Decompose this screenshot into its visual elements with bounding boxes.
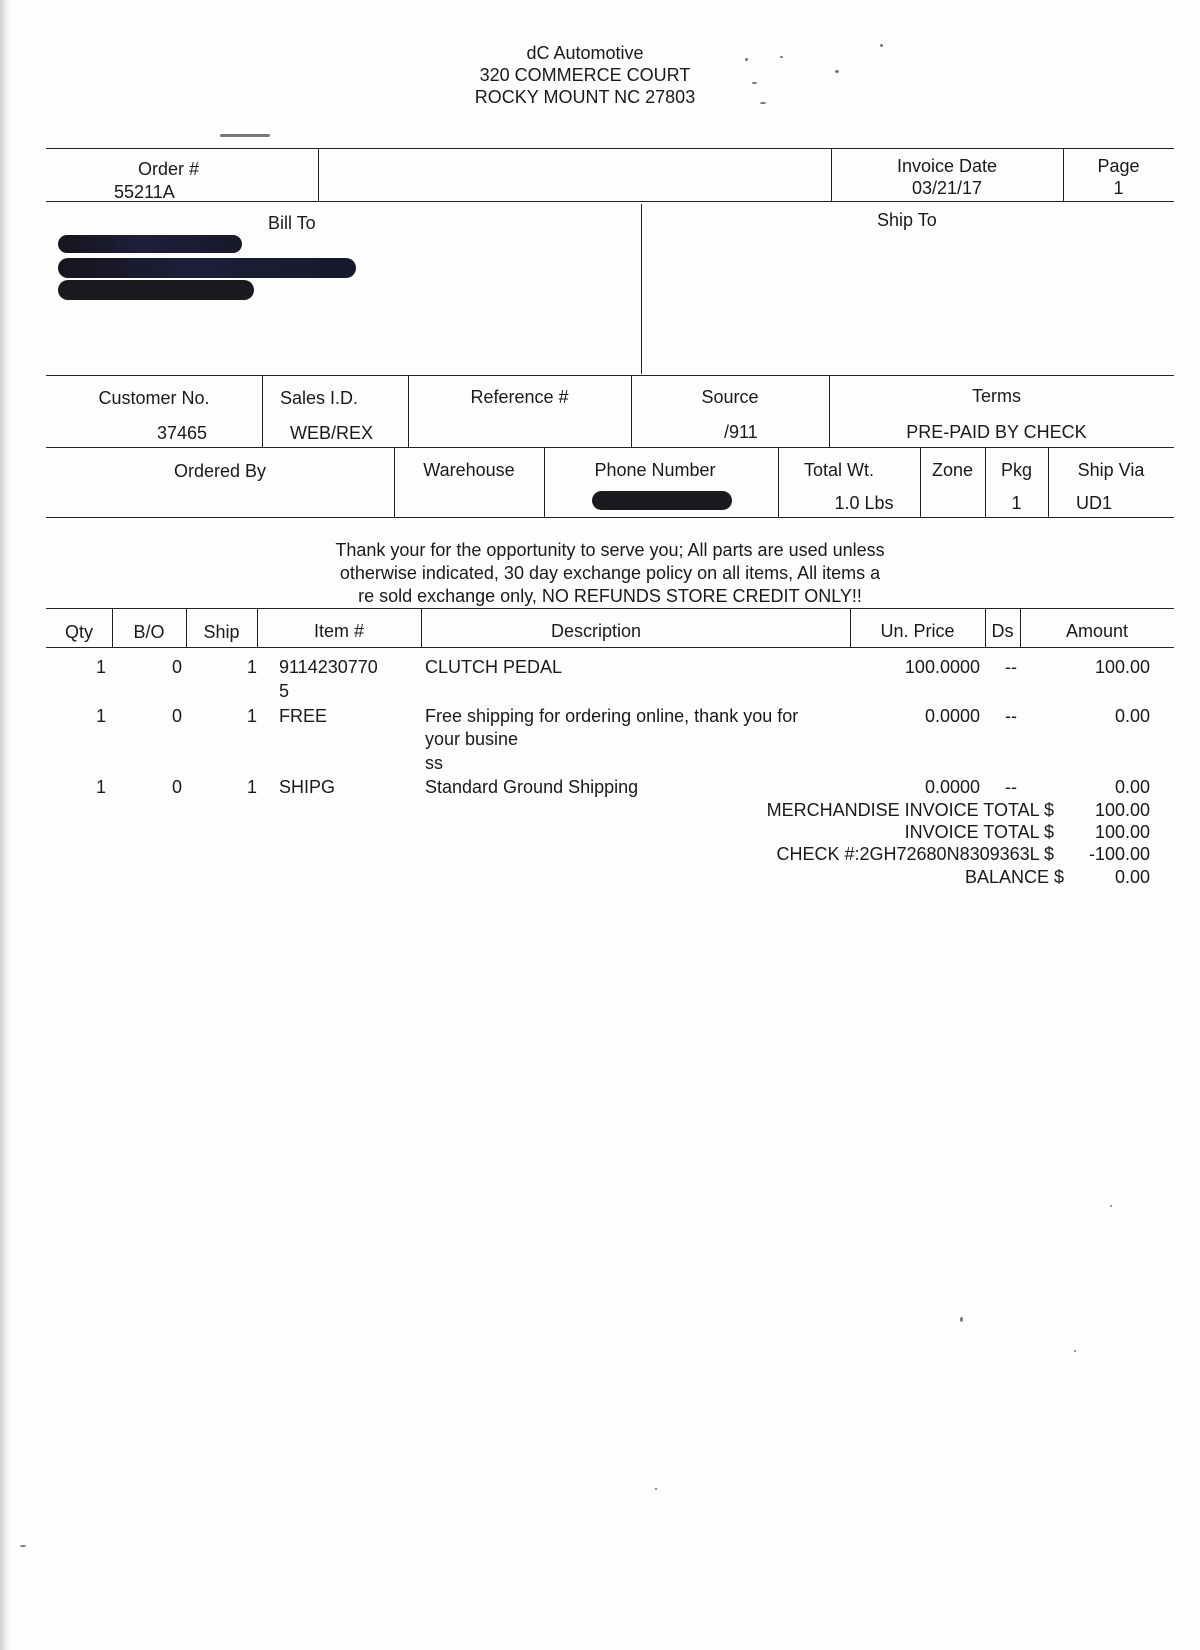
totals-merchandise-label: MERCHANDISE INVOICE TOTAL $ [766, 800, 1054, 820]
invoice-date-label: Invoice Date [896, 156, 998, 176]
col-header-amount: Amount [1065, 621, 1129, 641]
item-description-continued: your busine [425, 729, 519, 749]
customer-no-value: 37465 [156, 423, 208, 443]
item-description: CLUTCH PEDAL [425, 657, 563, 677]
info1-bottom-rule [46, 447, 1174, 448]
scan-speck [780, 56, 783, 58]
item-ds: -- [1005, 777, 1017, 797]
total-weight-value: 1.0 Lbs [834, 493, 894, 513]
totals-balance-label: BALANCE $ [964, 867, 1064, 887]
scan-speck [220, 134, 270, 137]
info2-divider [778, 447, 779, 517]
header-top-rule [46, 148, 1174, 149]
totals-balance-value: 0.00 [1114, 867, 1150, 887]
item-ship: 1 [246, 777, 257, 797]
notice-text [250, 539, 970, 608]
item-ds: -- [1005, 657, 1017, 677]
info2-divider [544, 447, 545, 517]
warehouse-label: Warehouse [423, 460, 515, 480]
item-description: Free shipping for ordering online, thank you for [425, 706, 799, 726]
items-header-top-rule [46, 608, 1174, 609]
totals-merchandise-value: 100.00 [1094, 800, 1150, 820]
scan-speck [960, 1317, 963, 1322]
item-unit-price: 0.0000 [924, 777, 980, 797]
total-weight-label: Total Wt. [803, 460, 874, 480]
address-bottom-rule [46, 375, 1174, 376]
company-address-line1: 320 COMMERCE COURT [479, 65, 691, 85]
pkg-label: Pkg [1000, 460, 1033, 480]
reference-label: Reference # [470, 387, 569, 407]
item-number: SHIPG [279, 777, 336, 797]
redacted-bill-to-street [58, 258, 356, 278]
totals-check-value: -100.00 [1088, 844, 1150, 864]
redacted-bill-to-name [58, 235, 242, 253]
notice-line: otherwise indicated, 30 day exchange policy on all items, All items a [339, 563, 881, 583]
ship-via-label: Ship Via [1077, 460, 1145, 480]
info2-divider [394, 447, 395, 517]
col-header-unit-price: Un. Price [880, 621, 955, 641]
scan-speck [752, 82, 757, 84]
company-header [410, 42, 760, 108]
info2-divider [1048, 447, 1049, 517]
item-unit-price: 100.0000 [904, 657, 980, 677]
source-value: /911 [724, 422, 758, 442]
scan-edge-shadow [0, 0, 10, 1650]
item-description-continued: ss [425, 753, 443, 773]
phone-number-label: Phone Number [594, 460, 716, 480]
col-header-bo: B/O [133, 622, 165, 642]
ship-via-value: UD1 [1076, 493, 1113, 513]
sales-id-value: WEB/REX [290, 423, 374, 443]
header-bottom-rule [46, 201, 1174, 202]
item-qty: 1 [95, 706, 106, 726]
invoice-date-value: 03/21/17 [911, 178, 983, 198]
item-bo: 0 [171, 657, 182, 677]
scan-speck [1074, 1350, 1076, 1352]
address-divider [641, 204, 642, 374]
col-header-ship: Ship [203, 622, 240, 642]
item-amount: 0.00 [1114, 777, 1150, 797]
page-label: Page [1097, 156, 1140, 176]
bill-to-label: Bill To [268, 213, 316, 233]
totals-check-label: CHECK #:2GH72680N8309363L $ [776, 844, 1054, 864]
notice-line: Thank your for the opportunity to serve you; All parts are used unless [335, 540, 885, 560]
redacted-phone-number [592, 491, 732, 510]
scan-speck [760, 102, 766, 104]
info2-bottom-rule [46, 517, 1174, 518]
item-bo: 0 [171, 706, 182, 726]
ship-to-label: Ship To [877, 210, 937, 230]
scan-speck [835, 70, 839, 73]
order-number-value: 55211A [114, 182, 175, 202]
col-header-qty: Qty [64, 622, 93, 642]
source-label: Source [701, 387, 759, 407]
header-divider [318, 148, 319, 201]
ordered-by-label: Ordered By [173, 461, 267, 481]
sales-id-label: Sales I.D. [280, 388, 359, 408]
item-amount: 0.00 [1114, 706, 1150, 726]
item-amount: 100.00 [1094, 657, 1150, 677]
scan-speck [655, 1488, 657, 1490]
item-bo: 0 [171, 777, 182, 797]
item-qty: 1 [95, 777, 106, 797]
totals-invoice-value: 100.00 [1094, 822, 1150, 842]
col-header-item: Item # [313, 621, 365, 641]
item-number: 9114230770 [279, 657, 378, 677]
notice-line: re sold exchange only, NO REFUNDS STORE CREDIT ONLY!! [358, 586, 862, 606]
pkg-value: 1 [1011, 493, 1022, 513]
item-ds: -- [1005, 706, 1017, 726]
item-ship: 1 [246, 706, 257, 726]
terms-label: Terms [972, 386, 1021, 406]
page-value: 1 [1113, 178, 1124, 198]
scan-speck [1110, 1205, 1112, 1207]
item-number-continued: 5 [279, 681, 290, 701]
company-address-line2: ROCKY MOUNT NC 27803 [474, 87, 696, 107]
items-header-bottom-rule [46, 647, 1174, 648]
item-ship: 1 [246, 657, 257, 677]
redacted-bill-to-city [58, 280, 254, 300]
col-header-description: Description [550, 621, 642, 641]
scan-speck [880, 44, 883, 47]
item-qty: 1 [95, 657, 106, 677]
item-number: FREE [279, 706, 328, 726]
scan-speck [20, 1545, 26, 1547]
customer-no-label: Customer No. [98, 388, 210, 408]
company-name: dC Automotive [526, 43, 644, 63]
zone-label: Zone [931, 460, 974, 480]
item-description: Standard Ground Shipping [425, 777, 639, 797]
item-unit-price: 0.0000 [924, 706, 980, 726]
totals-invoice-label: INVOICE TOTAL $ [904, 822, 1054, 842]
scan-speck [745, 58, 748, 61]
col-header-ds: Ds [991, 621, 1014, 641]
order-number-label: Order # [138, 159, 200, 179]
terms-value: PRE-PAID BY CHECK [906, 422, 1087, 442]
